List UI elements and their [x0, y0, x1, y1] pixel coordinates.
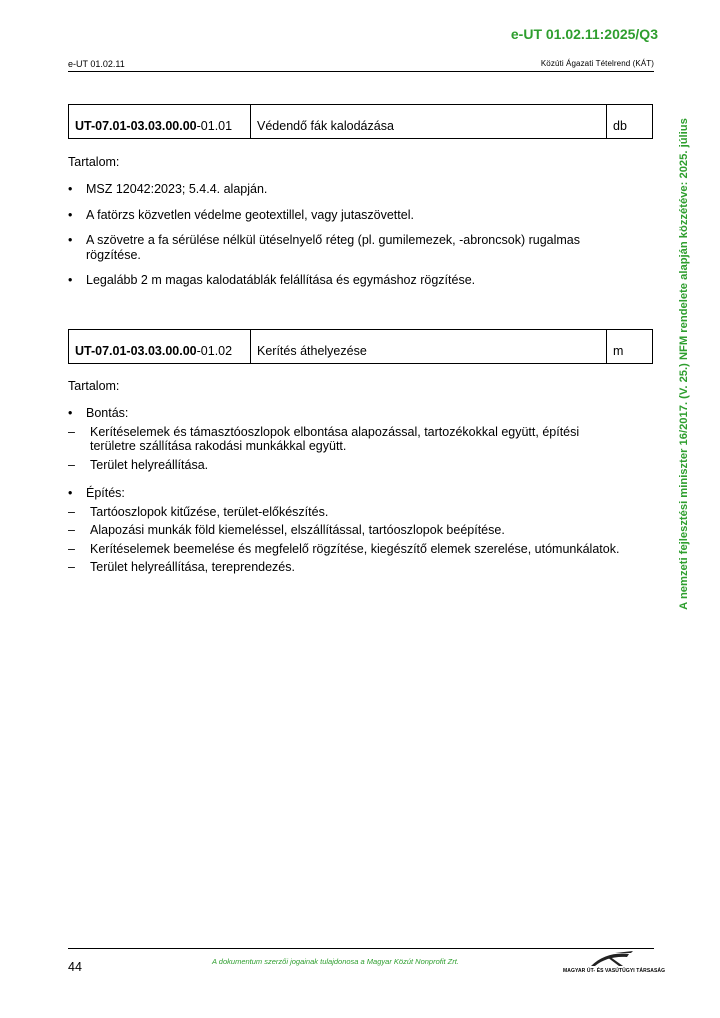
item-1-content-list [68, 182, 628, 299]
side-publication-text: A nemzeti fejlesztési miniszter 16/2017. (V. 25.) NFM rendelete alapján közzétéve: 2025. július [678, 117, 690, 610]
header-left: e-UT 01.02.11 [68, 59, 125, 69]
content-label: Tartalom: [68, 379, 120, 393]
item-2-content-list [68, 406, 628, 579]
group-heading: • Építés: [68, 486, 628, 501]
list-item: • Legalább 2 m magas kalodatáblák felállítása és egymáshoz rögzítése. [68, 273, 628, 288]
side-publication-note [674, 96, 694, 631]
copyright-note: A dokumentum szerzői jogainak tulajdonosa a Magyar Közút Nonprofit Zrt. [212, 957, 459, 966]
logo-text: MAGYAR ÚT- ÉS VASÚTÜGYI TÁRSASÁG [563, 968, 666, 974]
content-label: Tartalom: [68, 155, 120, 169]
item-title: Kerítés áthelyezése [257, 344, 367, 358]
running-header [68, 59, 654, 72]
group-heading: • Bontás: [68, 406, 628, 421]
list-item: – Tartóoszlopok kitűzése, terület-előkészítés. [68, 505, 628, 520]
item-table-1 [68, 104, 653, 139]
item-table-2 [68, 329, 653, 364]
footer-divider [68, 948, 654, 949]
item-code [69, 105, 251, 138]
list-item: – Kerítéselemek beemelése és megfelelő rögzítése, kiegészítő elemek szerelése, utómunkálatok. [68, 542, 628, 557]
list-item: • MSZ 12042:2023; 5.4.4. alapján. [68, 182, 628, 197]
page-number: 44 [68, 960, 82, 974]
item-code-suffix: -01.02 [196, 344, 233, 358]
list-item: • A szövetre a fa sérülése nélkül ütéselnyelő réteg (pl. gumilemezek, -abroncsok) rugalmas rögzítése. [68, 233, 628, 262]
item-unit: db [606, 105, 652, 138]
document-code: e-UT 01.02.11:2025/Q3 [510, 26, 658, 42]
list-item: – Kerítéselemek és támasztóoszlopok elbontása alapozással, tartozékokkal együtt, építési területre szállítása rakodási munkákkal együtt. [68, 425, 628, 454]
item-code [69, 330, 251, 363]
list-item: – Terület helyreállítása, tereprendezés. [68, 560, 628, 575]
company-logo [563, 950, 666, 974]
list-item: • A fatörzs közvetlen védelme geotextillel, vagy jutaszövettel. [68, 208, 628, 223]
item-code-main: UT-07.01-03.03.00.00 [75, 344, 197, 358]
item-unit: m [606, 330, 652, 363]
header-right: Közúti Ágazati Tételrend (KÁT) [540, 59, 654, 68]
item-code-suffix: -01.01 [196, 119, 233, 133]
list-item: – Alapozási munkák föld kiemeléssel, elszállítással, tartóoszlopok beépítése. [68, 523, 628, 538]
road-rail-logo-icon [563, 950, 655, 968]
item-code-main: UT-07.01-03.03.00.00 [75, 119, 197, 133]
list-item: – Terület helyreállítása. [68, 458, 628, 473]
item-title: Védendő fák kalodázása [257, 119, 394, 133]
